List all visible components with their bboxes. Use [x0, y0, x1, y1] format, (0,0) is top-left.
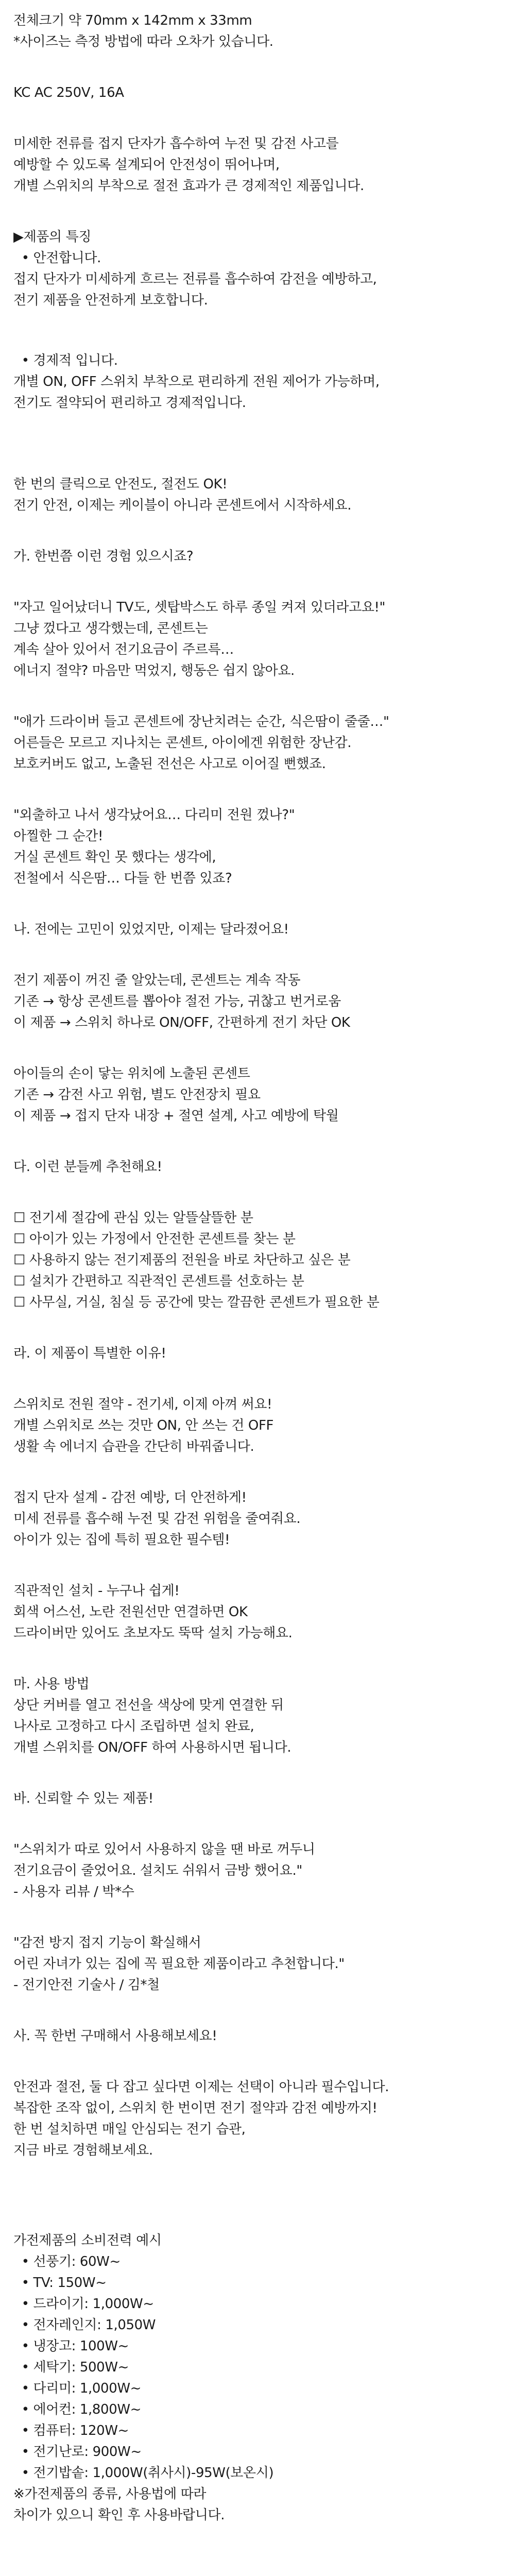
- features-safety-line: • 안전합니다.: [13, 250, 101, 266]
- ra-switch-block: [13, 1394, 502, 1458]
- story-iron-line: "외출하고 나서 생각났어요… 다리미 전원 껐나?": [13, 807, 295, 823]
- ra-switch-block-line: 생활 속 에너지 습관을 간단히 바꿔줍니다.: [13, 1439, 254, 1454]
- review-user-line: - 사용자 리뷰 / 박*수: [13, 1884, 134, 1900]
- section-na-title-line: 나. 전에는 고민이 있었지만, 이제는 달라졌어요!: [13, 922, 289, 937]
- ra-ground-block-line: 미세 전류를 흡수해 누전 및 감전 위험을 줄여줘요.: [13, 1511, 301, 1527]
- features-economy: [13, 350, 502, 414]
- section-ra-title-line: 라. 이 제품이 특별한 이유!: [13, 1346, 166, 1361]
- ra-install-block-line: 직관적인 설치 - 누구나 쉽게!: [13, 1583, 180, 1599]
- closing-paragraph-line: 안전과 절전, 둘 다 잡고 싶다면 이제는 선택이 아니라 필수입니다.: [13, 2079, 389, 2095]
- story-iron: [13, 805, 502, 889]
- na-switch-block-line: 이 제품 → 스위치 하나로 ON/OFF, 간편하게 전기 차단 OK: [13, 1015, 350, 1030]
- na-switch-block: [13, 970, 502, 1033]
- recommend-checklist-line: ☐ 사용하지 않는 전기제품의 전원을 바로 차단하고 싶은 분: [13, 1252, 351, 1268]
- power-consumption-list-line: • 냉장고: 100W~: [13, 2338, 129, 2354]
- section-ba-title-line: 바. 신뢰할 수 있는 제품!: [13, 1791, 153, 1806]
- size-info-line: *사이즈는 측정 방법에 따라 오차가 있습니다.: [13, 34, 273, 49]
- hook-paragraph-line: 한 번의 클릭으로 안전도, 절전도 OK!: [13, 477, 228, 492]
- recommend-checklist-line: ☐ 전기세 절감에 관심 있는 알뜰살뜰한 분: [13, 1210, 253, 1226]
- story-tv-line: 계속 살아 있어서 전기요금이 주르륵…: [13, 642, 234, 657]
- story-child: [13, 711, 502, 775]
- section-ra-title: [13, 1343, 502, 1364]
- size-info-line: 전체크기 약 70mm x 142mm x 33mm: [13, 13, 252, 28]
- na-safety-block: [13, 1063, 502, 1127]
- na-switch-block-line: 기존 → 항상 콘센트를 뽑아야 절전 가능, 귀찮고 번거로움: [13, 994, 341, 1009]
- review-user: [13, 1839, 502, 1903]
- section-sa-title-line: 사. 꼭 한번 구매해서 사용해보세요!: [13, 2028, 217, 2044]
- ra-ground-block-line: 아이가 있는 집에 특히 필요한 필수템!: [13, 1532, 230, 1548]
- story-child-line: 보호커버도 없고, 노출된 전선은 사고로 이어질 뻔했죠.: [13, 756, 326, 772]
- hook-paragraph-line: 전기 안전, 이제는 케이블이 아니라 콘센트에서 시작하세요.: [13, 498, 352, 513]
- section-da-title-line: 다. 이런 분들께 추천해요!: [13, 1159, 162, 1175]
- ra-install-block-line: 드라이버만 있어도 초보자도 뚝딱 설치 가능해요.: [13, 1625, 293, 1641]
- hook-paragraph: [13, 474, 502, 516]
- features-economy-line: • 경제적 입니다.: [13, 353, 118, 368]
- power-consumption-list-line: • TV: 150W~: [13, 2275, 107, 2291]
- features-safety: [13, 227, 502, 311]
- size-info: [13, 10, 502, 53]
- section-da-title: [13, 1157, 502, 1178]
- review-expert-line: "감전 방지 접지 기능이 확실해서: [13, 1935, 201, 1951]
- rating-info: [13, 82, 502, 104]
- power-consumption-list-line: • 컴퓨터: 120W~: [13, 2423, 129, 2438]
- power-consumption-list-line: • 선풍기: 60W~: [13, 2254, 121, 2269]
- section-ba-title: [13, 1788, 502, 1809]
- power-consumption-list-line: • 드라이기: 1,000W~: [13, 2296, 154, 2312]
- power-consumption-list-line: • 전자레인지: 1,050W: [13, 2317, 156, 2333]
- story-tv: [13, 597, 502, 682]
- story-tv-line: 그냥 껐다고 생각했는데, 콘센트는: [13, 621, 208, 636]
- usage-section-line: 마. 사용 방법: [13, 1676, 90, 1692]
- story-child-line: "애가 드라이버 들고 콘센트에 장난치려는 순간, 식은땀이 줄줄…": [13, 714, 389, 730]
- ra-install-block: [13, 1581, 502, 1644]
- review-expert-line: - 전기안전 기술사 / 김*철: [13, 1977, 160, 1993]
- ra-switch-block-line: 스위치로 전원 절약 - 전기세, 이제 아껴 써요!: [13, 1397, 272, 1412]
- recommend-checklist-line: ☐ 사무실, 거실, 침실 등 공간에 맞는 깔끔한 콘센트가 필요한 분: [13, 1295, 380, 1310]
- features-safety-line: ▶제품의 특징: [13, 229, 92, 245]
- na-safety-block-line: 기존 → 감전 사고 위험, 별도 안전장치 필요: [13, 1087, 261, 1103]
- ra-ground-block: [13, 1487, 502, 1551]
- story-tv-line: 에너지 절약? 마음만 먹었지, 행동은 쉽지 않아요.: [13, 663, 295, 679]
- rating-info-line: KC AC 250V, 16A: [13, 85, 124, 100]
- power-consumption-list-line: • 세탁기: 500W~: [13, 2360, 129, 2375]
- recommend-checklist: [13, 1208, 502, 1313]
- review-user-line: 전기요금이 줄었어요. 설치도 쉬워서 금방 했어요.": [13, 1863, 302, 1878]
- story-iron-line: 아찔한 그 순간!: [13, 828, 104, 844]
- usage-section-line: 개별 스위치를 ON/OFF 하여 사용하시면 됩니다.: [13, 1740, 291, 1755]
- intro-paragraph-line: 예방할 수 있도록 설계되어 안전성이 뛰어나며,: [13, 157, 280, 173]
- power-consumption-list-line: • 전기밥솥: 1,000W(취사시)-95W(보온시): [13, 2465, 274, 2481]
- closing-paragraph-line: 지금 바로 경험해보세요.: [13, 2143, 153, 2158]
- intro-paragraph-line: 개별 스위치의 부착으로 절전 효과가 큰 경제적인 제품입니다.: [13, 178, 364, 194]
- na-safety-block-line: 이 제품 → 접지 단자 내장 + 절연 설계, 사고 예방에 탁월: [13, 1108, 339, 1124]
- features-safety-line: 접지 단자가 미세하게 흐르는 전류를 흡수하여 감전을 예방하고,: [13, 272, 377, 287]
- features-economy-line: 전기도 절약되어 편리하고 경제적입니다.: [13, 395, 246, 411]
- usage-section-line: 나사로 고정하고 다시 조립하면 설치 완료,: [13, 1719, 254, 1734]
- ra-switch-block-line: 개별 스위치로 쓰는 것만 ON, 안 쓰는 건 OFF: [13, 1418, 274, 1433]
- na-switch-block-line: 전기 제품이 꺼진 줄 알았는데, 콘센트는 계속 작동: [13, 973, 301, 988]
- story-tv-line: "자고 일어났더니 TV도, 셋탑박스도 하루 종일 켜져 있더라고요!": [13, 600, 386, 615]
- story-child-line: 어른들은 모르고 지나치는 콘센트, 아이에겐 위험한 장난감.: [13, 735, 352, 751]
- ra-ground-block-line: 접지 단자 설계 - 감전 예방, 더 안전하게!: [13, 1490, 247, 1505]
- usage-section-line: 상단 커버를 열고 전선을 색상에 맞게 연결한 뒤: [13, 1698, 284, 1713]
- review-expert-line: 어린 자녀가 있는 집에 꼭 필요한 제품이라고 추천합니다.": [13, 1956, 345, 1972]
- power-consumption-list-line: • 다리미: 1,000W~: [13, 2381, 142, 2396]
- usage-section: [13, 1674, 502, 1758]
- power-consumption-list-line: ※가전제품의 종류, 사용법에 따라: [13, 2486, 207, 2502]
- intro-paragraph: [13, 133, 502, 197]
- closing-paragraph: [13, 2077, 502, 2161]
- section-ga-title: [13, 546, 502, 567]
- closing-paragraph-line: 복잡한 조작 없이, 스위치 한 번이면 전기 절약과 감전 예방까지!: [13, 2100, 377, 2116]
- recommend-checklist-line: ☐ 설치가 간편하고 직관적인 콘센트를 선호하는 분: [13, 1274, 304, 1289]
- review-user-line: "스위치가 따로 있어서 사용하지 않을 땐 바로 꺼두니: [13, 1842, 315, 1857]
- ra-install-block-line: 회색 어스선, 노란 전원선만 연결하면 OK: [13, 1604, 248, 1620]
- power-consumption-list: [13, 2230, 502, 2526]
- power-consumption-list-line: 차이가 있으니 확인 후 사용바랍니다.: [13, 2507, 225, 2523]
- section-ga-title-line: 가. 한번쯤 이런 경험 있으시죠?: [13, 549, 194, 564]
- story-iron-line: 거실 콘센트 확인 못 했다는 생각에,: [13, 850, 216, 865]
- power-consumption-list-line: • 에어컨: 1,800W~: [13, 2402, 142, 2417]
- section-sa-title: [13, 2026, 502, 2047]
- story-iron-line: 전철에서 식은땀… 다들 한 번쯤 있죠?: [13, 871, 232, 886]
- recommend-checklist-line: ☐ 아이가 있는 가정에서 안전한 콘센트를 찾는 분: [13, 1231, 296, 1247]
- intro-paragraph-line: 미세한 전류를 접지 단자가 흡수하여 누전 및 감전 사고를: [13, 136, 339, 151]
- review-expert: [13, 1933, 502, 1996]
- section-na-title: [13, 919, 502, 940]
- na-safety-block-line: 아이들의 손이 닿는 위치에 노출된 콘센트: [13, 1066, 250, 1081]
- features-economy-line: 개별 ON, OFF 스위치 부착으로 편리하게 전원 제어가 가능하며,: [13, 374, 380, 389]
- power-consumption-list-line: • 전기난로: 900W~: [13, 2444, 142, 2460]
- power-consumption-list-line: 가전제품의 소비전력 예시: [13, 2233, 162, 2248]
- closing-paragraph-line: 한 번 설치하면 매일 안심되는 전기 습관,: [13, 2122, 246, 2137]
- features-safety-line: 전기 제품을 안전하게 보호합니다.: [13, 293, 208, 308]
